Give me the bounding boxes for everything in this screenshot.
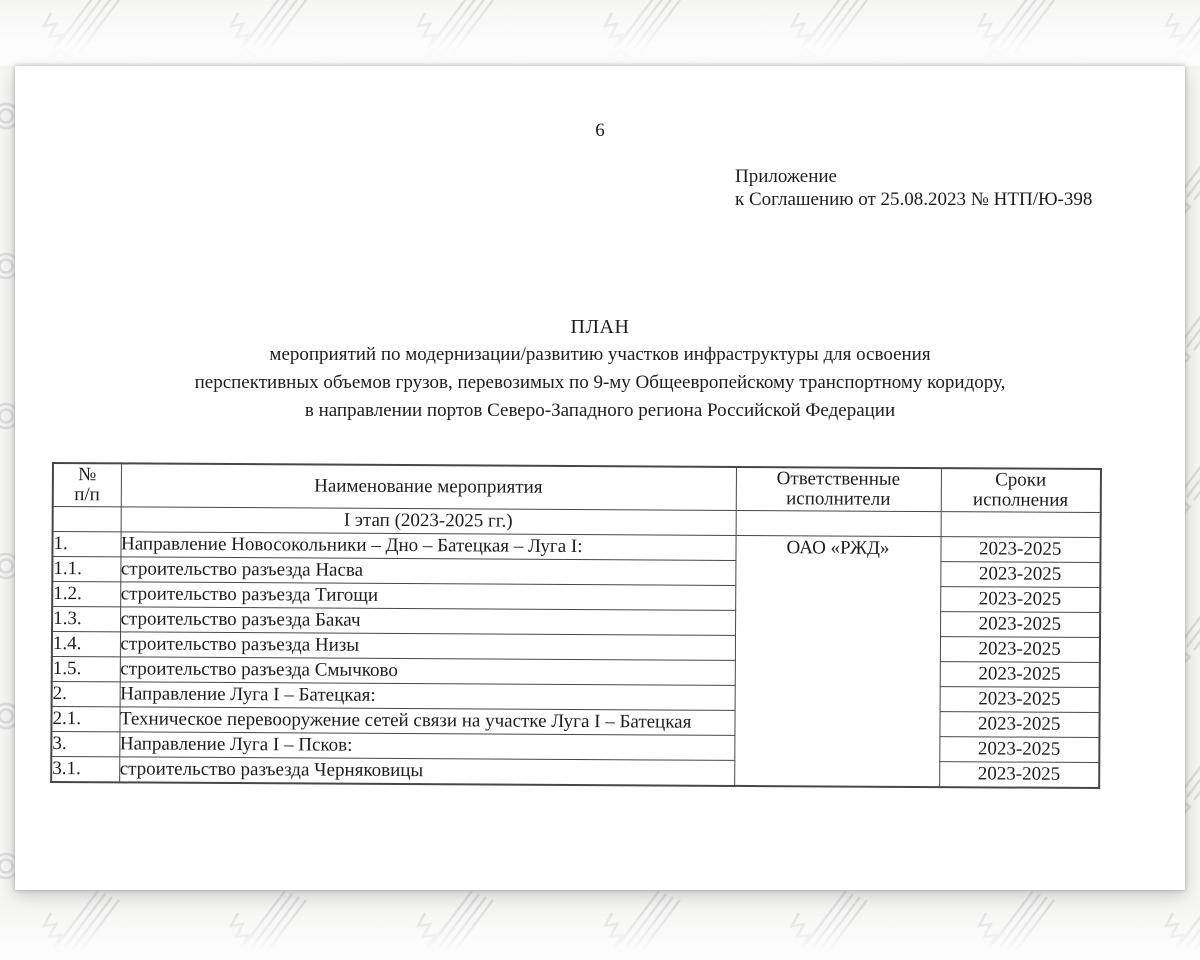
title-line-3: в направлении портов Северо-Западного региона Российской Федерации [304, 400, 896, 421]
row-activity-cell: Направление Луга I – Псков: [119, 731, 734, 760]
page-number: 6 [595, 120, 605, 141]
scanned-page [15, 66, 1185, 890]
title-line-1: мероприятий по модернизации/развитию участков инфраструктуры для освоения [269, 344, 931, 365]
row-activity-cell: строительство разъезда Низы [120, 631, 735, 660]
row-number-cell: 1.5. [52, 656, 120, 681]
row-number-cell: 3.1. [51, 756, 119, 782]
row-activity-cell: строительство разъезда Тигощи [120, 581, 735, 610]
row-number-cell: 1.1. [52, 556, 120, 581]
document-title [15, 313, 1185, 425]
row-number-cell: 1. [52, 531, 120, 556]
row-activity-cell: строительство разъезда Бакач [120, 606, 735, 635]
plan-table [50, 462, 1102, 789]
appendix-line-1: Приложение [735, 166, 837, 187]
title-heading: ПЛАН [570, 316, 630, 338]
table-row [51, 756, 1099, 788]
row-number-cell: 2.1. [51, 706, 119, 731]
row-number-cell: 2. [52, 681, 120, 706]
stage-empty-period-cell [941, 511, 1101, 537]
row-period-cell: 2023-2025 [940, 686, 1100, 712]
header-activity: Наименование мероприятия [121, 463, 736, 510]
row-period-cell: 2023-2025 [939, 711, 1099, 737]
stage-label: I этап (2023-2025 гг.) [121, 506, 736, 535]
row-number-cell: 3. [51, 731, 119, 756]
executor-cell: ОАО «РЖД» [734, 535, 940, 787]
title-line-2: перспективных объемов грузов, перевозимых по 9-му Общеевропейскому транспортному коридору, [194, 372, 1006, 393]
row-number-cell: 1.3. [52, 606, 120, 631]
row-activity-cell: строительство разъезда Черняковицы [119, 756, 734, 785]
row-activity-cell: строительство разъезда Смычково [120, 656, 735, 685]
appendix-line-2: к Соглашению от 25.08.2023 № НТП/Ю-398 [735, 189, 1093, 210]
header-num: № п/п [53, 463, 121, 506]
row-activity-cell: Направление Луга I – Батецкая: [120, 681, 735, 710]
row-activity-cell: Направление Новосокольники – Дно – Батецкая – Луга I: [120, 531, 735, 560]
header-executors: Ответственные исполнители [736, 467, 941, 511]
row-period-cell: 2023-2025 [940, 636, 1100, 662]
row-period-cell: 2023-2025 [940, 536, 1100, 562]
row-activity-cell: Техническое перевооружение сетей связи на участке Луга I – Батецкая [119, 706, 734, 735]
row-period-cell: 2023-2025 [940, 661, 1100, 687]
row-period-cell: 2023-2025 [940, 586, 1100, 612]
row-period-cell: 2023-2025 [939, 761, 1099, 787]
appendix-note [735, 165, 1092, 211]
row-activity-cell: строительство разъезда Насва [120, 556, 735, 585]
header-period: Сроки исполнения [941, 468, 1101, 512]
stage-empty-num-cell [53, 506, 121, 531]
stage-empty-exec-cell [736, 510, 941, 536]
row-period-cell: 2023-2025 [940, 611, 1100, 637]
row-period-cell: 2023-2025 [939, 736, 1099, 762]
table-header-row [53, 463, 1101, 512]
row-number-cell: 1.2. [52, 581, 120, 606]
row-number-cell: 1.4. [52, 631, 120, 656]
row-period-cell: 2023-2025 [940, 561, 1100, 587]
